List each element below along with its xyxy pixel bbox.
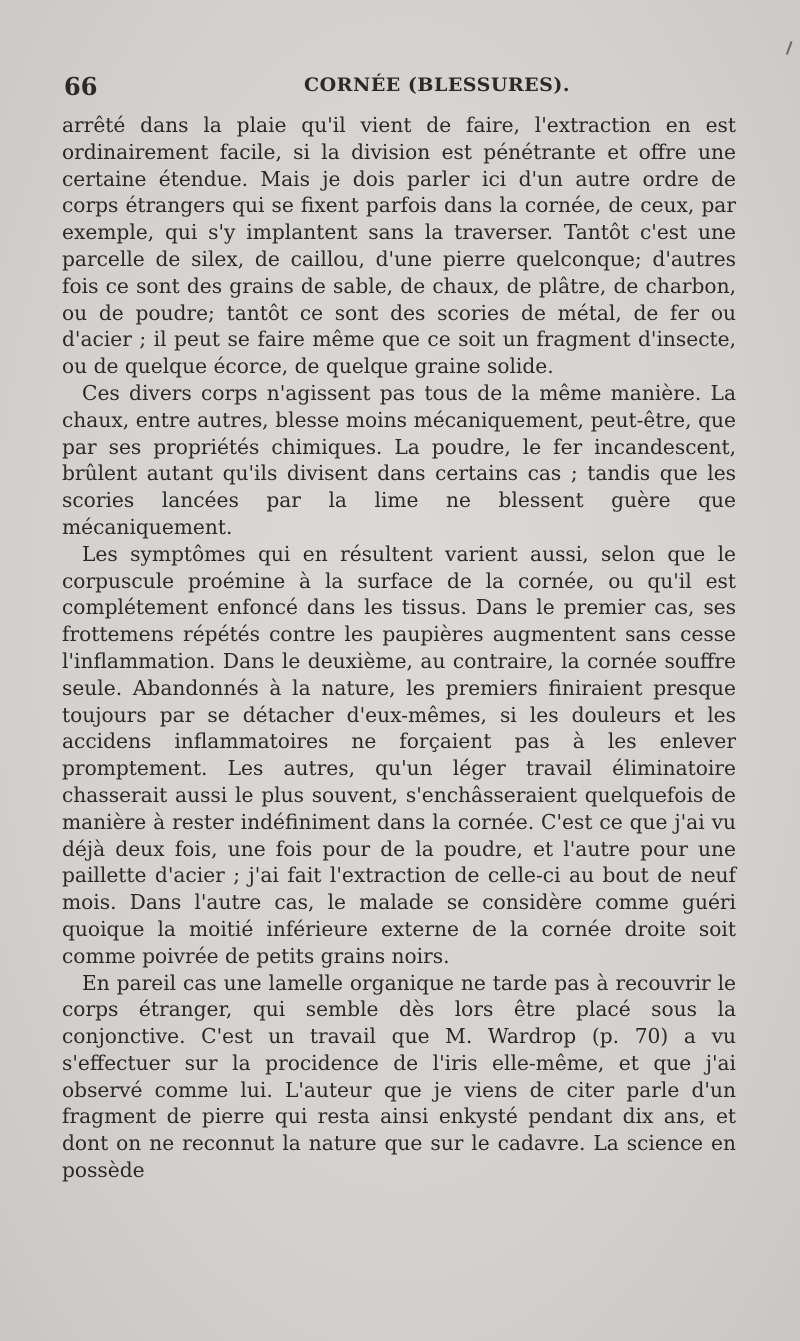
- page-edge-mark: [786, 41, 798, 57]
- paragraph: arrêté dans la plaie qu'il vient de faire, l'extraction en est ordinairement facile, si la division est pénétrante et offre une certaine étendue. Mais je dois parler ici d'un autre ordre de corps étrangers qui se fixent parfois dans la cornée, de ceux, par exemple, qui s'y implantent sans la traverser. Tantôt c'est une parcelle de silex, de caillou, d'une pierre quelconque; d'autres fois ce sont des grains de sable, de chaux, de plâtre, de charbon, ou de poudre; tantôt ce sont des scories de métal, de fer ou d'acier ; il peut se faire même que ce soit un fragment d'insecte, ou de quelque écorce, de quelque graine solide.: [62, 113, 736, 379]
- page-number: 66: [64, 72, 98, 101]
- running-head: CORNÉE (BLESSURES).: [304, 74, 570, 96]
- paragraph: Ces divers corps n'agissent pas tous de la même manière. La chaux, entre autres, blesse moins mécaniquement, peut-être, que par ses propriétés chimiques. La poudre, le fer incandescent, brûlent autant qu'ils divisent dans certains cas ; tandis que les scories lancées par la lime ne blessent guère que mécaniquement.: [62, 380, 736, 539]
- paragraph: En pareil cas une lamelle organique ne tarde pas à recouvrir le corps étranger, qui semble dès lors être placé sous la conjonctive. C'est un travail que M. Wardrop (p. 70) a vu s'effectuer sur la procidence de l'iris elle-même, et que j'ai observé comme lui. L'auteur que je viens de citer parle d'un fragment de pierre qui resta ainsi enkysté pendant dix ans, et dont on ne reconnut la nature que sur le cadavre. La science en possède: [62, 970, 736, 1183]
- page-header: [64, 72, 744, 108]
- body-text: [62, 112, 736, 1184]
- paragraph: Les symptômes qui en résultent varient aussi, selon que le corpuscule proémine à la surface de la cornée, ou qu'il est complétement enfoncé dans les tissus. Dans le premier cas, ses frottemens répétés contre les paupières augmentent sans cesse l'inflammation. Dans le deuxième, au contraire, la cornée souffre seule. Abandonnés à la nature, les premiers finiraient presque toujours par se détacher d'eux-mêmes, si les douleurs et les accidens inflammatoires ne forçaient pas à les enlever promptement. Les autres, qu'un léger travail éliminatoire chasserait aussi le plus souvent, s'enchâsseraient quelquefois de manière à rester indéfiniment dans la cornée. C'est ce que j'ai vu déjà deux fois, une fois pour de la poudre, et l'autre pour une paillette d'acier ; j'ai fait l'extraction de celle-ci au bout de neuf mois. Dans l'autre cas, le malade se considère comme guéri quoique la moitié inférieure externe de la cornée droite soit comme poivrée de petits grains noirs.: [62, 541, 736, 968]
